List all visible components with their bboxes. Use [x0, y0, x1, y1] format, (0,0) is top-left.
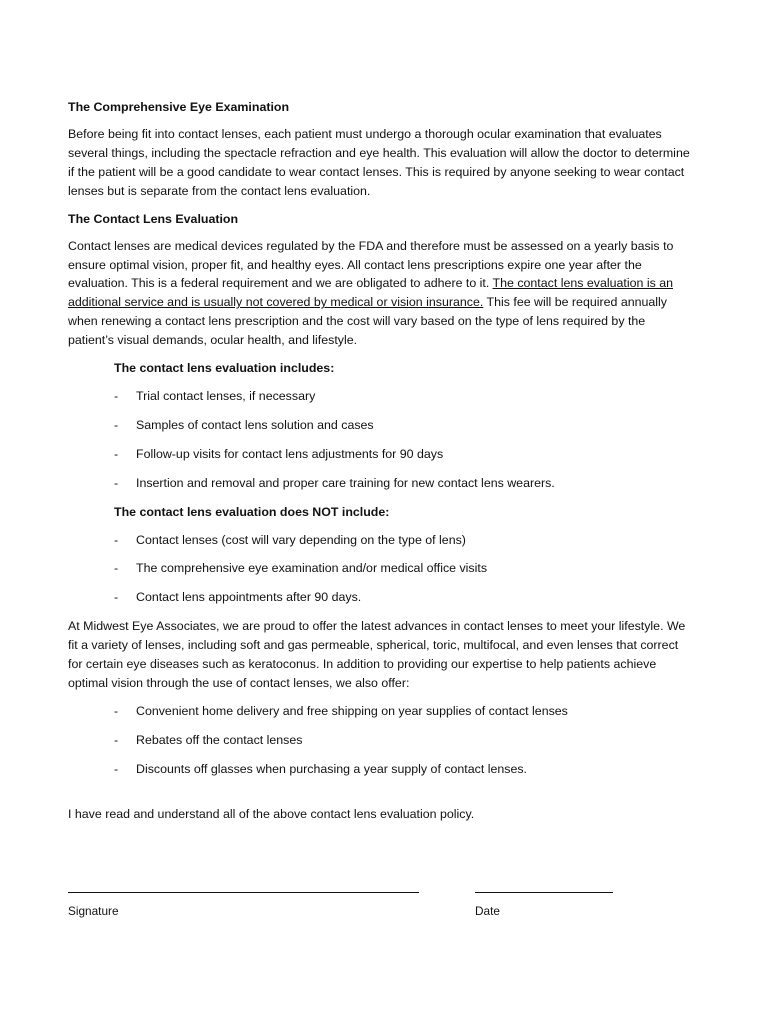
list-item-text: Discounts off glasses when purchasing a year supply of contact lenses.: [136, 761, 527, 776]
list-item: [68, 531, 690, 550]
signature-block: [68, 880, 690, 930]
dash-bullet: -: [114, 446, 119, 461]
list-item-text: Samples of contact lens solution and cases: [136, 417, 374, 432]
dash-bullet: -: [114, 388, 119, 403]
signature-label: Signature: [68, 904, 119, 918]
evaluation-paragraph: [68, 237, 690, 350]
policy-document: [68, 98, 690, 832]
evaluation-text-1: Contact lenses are medical devices regulated by the FDA and therefore must be assessed on a yearly basis to ensure optimal vision, proper fit, and healthy eyes. All contact lens prescriptions expire one year after the evaluation. This is a federal requirement and we are obligated to adhere to it.: [68, 238, 674, 291]
dash-bullet: -: [114, 761, 119, 776]
excludes-list: [68, 531, 690, 608]
dash-bullet: -: [114, 475, 119, 490]
list-item-text: Rebates off the contact lenses: [136, 732, 303, 747]
list-item: [68, 588, 690, 607]
evaluation-text-2: This fee will be required annually when renewing a contact lens prescription and the cost will vary based on the type of lens required by the patient’s visual demands, ocular health, and lifestyle.: [68, 295, 667, 348]
list-item: [68, 416, 690, 435]
offers-list: [68, 702, 690, 779]
evaluation-heading: The Contact Lens Evaluation: [68, 211, 239, 226]
list-item-text: The comprehensive eye examination and/or medical office visits: [136, 561, 488, 576]
includes-list: [68, 387, 690, 493]
list-item: [68, 474, 690, 493]
list-item-text: Contact lens appointments after 90 days.: [136, 590, 362, 605]
includes-heading: The contact lens evaluation includes:: [114, 361, 335, 376]
list-item-text: Trial contact lenses, if necessary: [136, 388, 316, 403]
list-item: [68, 445, 690, 464]
dash-bullet: -: [114, 703, 119, 718]
list-item-text: Follow-up visits for contact lens adjustments for 90 days: [136, 446, 444, 461]
dash-bullet: -: [114, 561, 119, 576]
practice-paragraph: At Midwest Eye Associates, we are proud to offer the latest advances in contact lenses to meet your lifestyle. We fit a variety of lenses, including soft and gas permeable, spherical, toric, multifocal, and even lenses that correct for certain eye diseases such as keratoconus. In addition to providing our expertise to help patients achieve optimal vision through the use of contact lenses, we also offer:: [68, 619, 686, 690]
dash-bullet: -: [114, 417, 119, 432]
list-item-text: Contact lenses (cost will vary depending on the type of lens): [136, 532, 466, 547]
list-item: [68, 387, 690, 406]
acknowledgement-statement: I have read and understand all of the above contact lens evaluation policy.: [68, 806, 475, 821]
list-item: [68, 760, 690, 779]
list-item: [68, 702, 690, 721]
dash-bullet: -: [114, 590, 119, 605]
dash-bullet: -: [114, 532, 119, 547]
date-line[interactable]: [475, 880, 613, 893]
dash-bullet: -: [114, 732, 119, 747]
list-item-text: Insertion and removal and proper care training for new contact lens wearers.: [136, 475, 555, 490]
list-item: [68, 731, 690, 750]
exam-heading: The Comprehensive Eye Examination: [68, 100, 290, 114]
date-label: Date: [475, 904, 500, 918]
excludes-heading: The contact lens evaluation does NOT include:: [114, 504, 390, 519]
exam-paragraph: Before being fit into contact lenses, each patient must undergo a thorough ocular examination that evaluates several things, including the spectacle refraction and eye health. This evaluation will allow the doctor to determine if the patient will be a good candidate to wear contact lenses. This is required by anyone seeking to wear contact lenses but is separate from the contact lens evaluation.: [68, 127, 690, 198]
list-item: [68, 559, 690, 578]
evaluation-underlined-text: The contact lens evaluation is an additional service and is usually not covered by medical or vision insurance.: [68, 276, 673, 310]
signature-line[interactable]: [68, 880, 419, 893]
list-item-text: Convenient home delivery and free shipping on year supplies of contact lenses: [136, 703, 568, 718]
